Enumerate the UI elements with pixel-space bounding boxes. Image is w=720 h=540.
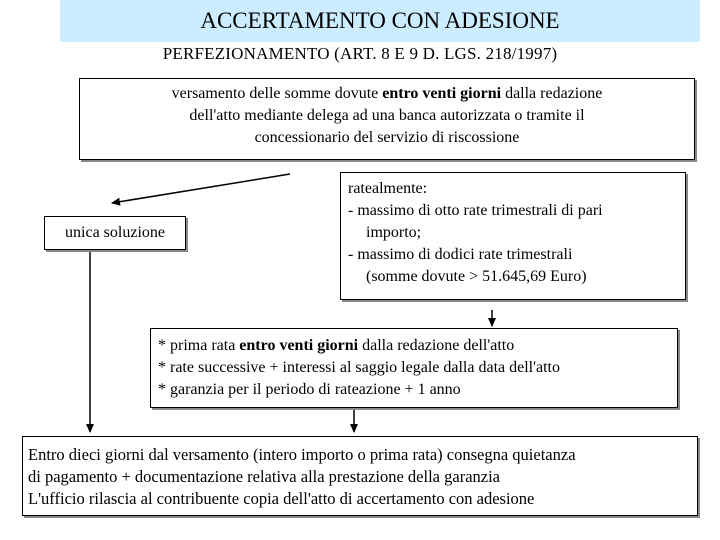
prima-line-3: * garanzia per il periodo di rateazione + 1 anno (158, 381, 461, 398)
final-line-3: L'ufficio rilascia al contribuente copia dell'atto di accertamento con adesione (28, 489, 535, 508)
unica-label: unica soluzione (65, 224, 165, 241)
top-line-2: dell'atto mediante delega ad una banca autorizzata o tramite il (189, 107, 585, 124)
box-versamento (79, 78, 695, 160)
rate-line-3: importo; (366, 224, 422, 241)
rate-line-5: (somme dovute > 51.645,69 Euro) (366, 268, 587, 285)
subtitle: PERFEZIONAMENTO (ART. 8 E 9 D. LGS. 218/1997) (162, 44, 558, 63)
arrow-top-to-unica (112, 174, 290, 203)
box-ratealmente (340, 172, 686, 300)
final-line-2: di pagamento + documentazione relativa alla prestazione della garanzia (28, 467, 500, 486)
prima-line-1: * prima rata entro venti giorni dalla redazione dell'atto (158, 337, 515, 354)
page-title: ACCERTAMENTO CON ADESIONE (200, 8, 560, 33)
top-line-1: versamento delle somme dovute entro venti giorni dalla redazione (171, 85, 603, 102)
rate-line-1: ratealmente: (348, 180, 428, 197)
box-unica-soluzione (44, 216, 186, 250)
final-line-1: Entro dieci giorni dal versamento (intero importo o prima rata) consegna quietanza (28, 445, 576, 464)
rate-line-2: - massimo di otto rate trimestrali di pari (348, 202, 603, 219)
prima-line-2: * rate successive + interessi al saggio legale dalla data dell'atto (158, 359, 560, 376)
box-prima-rata (150, 328, 678, 408)
rate-line-4: - massimo di dodici rate trimestrali (348, 246, 573, 263)
box-quietanza (22, 436, 698, 516)
top-line-3: concessionario del servizio di riscossione (254, 129, 520, 146)
